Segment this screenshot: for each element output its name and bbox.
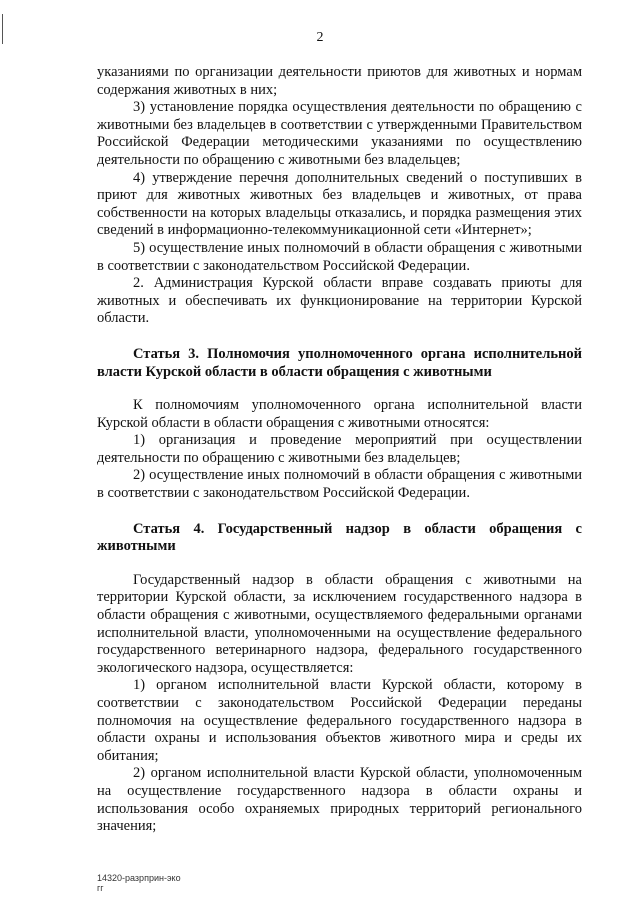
article-4-heading: Статья 4. Государственный надзор в области обращения с животными <box>97 520 582 555</box>
spacer <box>97 381 582 397</box>
article-3-item-1: 1) организация и проведение мероприятий при осуществлении деятельности по обращению с животными без владельцев; <box>97 432 582 466</box>
article-4-item-1: 1) органом исполнительной власти Курской области, которому в соответствии с законодательством Российской Федерации переданы полномочия на осуществление федерального государственного надзора в области охраны и использования объектов животного мира и среды их обитания; <box>97 677 582 764</box>
article-4-intro: Государственный надзор в области обращения с животными на территории Курской области, за исключением государственного надзора в области обращения с животными, осуществляемого федеральными органами исполнительной власти, уполномоченными на осуществление федерального государственного ветеринарного надзора, федерального государственного экологического надзора, осуществляется: <box>97 571 582 676</box>
spacer <box>97 503 582 521</box>
spacer <box>97 328 582 346</box>
document-footer <box>97 873 181 893</box>
paragraph-item-3: 3) установление порядка осуществления деятельности по обращению с животными без владельцев в соответствии с утвержденными Правительством Российской Федерации методическими указаниями по осуществлению деятельности по обращению с животными без владельцев; <box>97 99 582 168</box>
paragraph-continuation: указаниями по организации деятельности приютов для животных и нормам содержания животных в них; <box>97 64 582 98</box>
page-number: 2 <box>316 30 324 45</box>
article-3-intro: К полномочиям уполномоченного органа исполнительной власти Курской области в области обращения с животными относятся: <box>97 397 582 431</box>
spacer <box>97 556 582 572</box>
paragraph-clause-2: 2. Администрация Курской области вправе создавать приюты для животных и обеспечивать их функционирование на территории Курской области. <box>97 275 582 327</box>
paragraph-item-4: 4) утверждение перечня дополнительных сведений о поступивших в приют для животных животных без владельцев и животных, от права собственности на которых владельцы отказались, и порядка размещения этих сведений в информационно-телекоммуникационной сети «Интернет»; <box>97 169 582 239</box>
footer-suffix: гг <box>97 883 104 893</box>
footer-code: 14320-разрприн-эко <box>97 873 181 883</box>
article-4-item-2: 2) органом исполнительной власти Курской области, уполномоченным на осуществление государственного надзора в области охраны и использования особо охраняемых природных территорий регионального значения; <box>97 765 582 835</box>
document-body <box>97 64 582 836</box>
paragraph-item-5: 5) осуществление иных полномочий в области обращения с животными в соответствии с законодательством Российской Федерации. <box>97 239 582 274</box>
article-3-item-2: 2) осуществление иных полномочий в области обращения с животными в соответствии с законодательством Российской Федерации. <box>97 467 582 502</box>
article-3-heading: Статья 3. Полномочия уполномоченного органа исполнительной власти Курской области в области обращения с животными <box>97 345 582 380</box>
